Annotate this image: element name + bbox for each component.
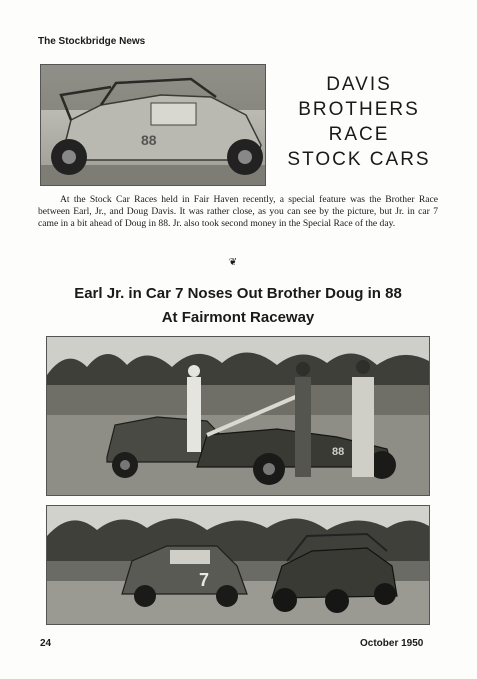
publication-name: The Stockbridge News — [38, 36, 146, 47]
subheadline-line-1: Earl Jr. in Car 7 Noses Out Brother Doug in 88 — [74, 285, 402, 302]
headline-line-4: STOCK CARS — [287, 149, 431, 170]
article-body: At the Stock Car Races held in Fair Haven recently, a special feature was the Brother Race between Earl, Jr., and Doug Davis. It was rather close, as you can see by the picture, but Jr. in car 7 came in a bit ahead of Doug in 88. Jr. also took second money in the Special Race of the day. — [38, 194, 438, 229]
headline-line-3: RACE — [328, 124, 390, 145]
top-car-number: 88 — [141, 132, 157, 148]
photo-race-car-88 — [40, 64, 266, 186]
headline-line-1: DAVIS — [326, 74, 392, 95]
photo-pit-crew — [46, 336, 430, 496]
middle-car-number: 88 — [332, 446, 345, 458]
photo-race-finish — [46, 505, 430, 625]
ornament-icon: ❦ — [228, 257, 238, 268]
issue-date: October 1950 — [360, 638, 424, 649]
page-number: 24 — [40, 638, 52, 649]
headline-line-2: BROTHERS — [298, 99, 420, 120]
article-headline — [284, 72, 434, 172]
subheadline-line-2: At Fairmont Raceway — [161, 309, 315, 326]
photo-subheadline — [38, 282, 438, 330]
bottom-car-number: 7 — [199, 570, 210, 590]
